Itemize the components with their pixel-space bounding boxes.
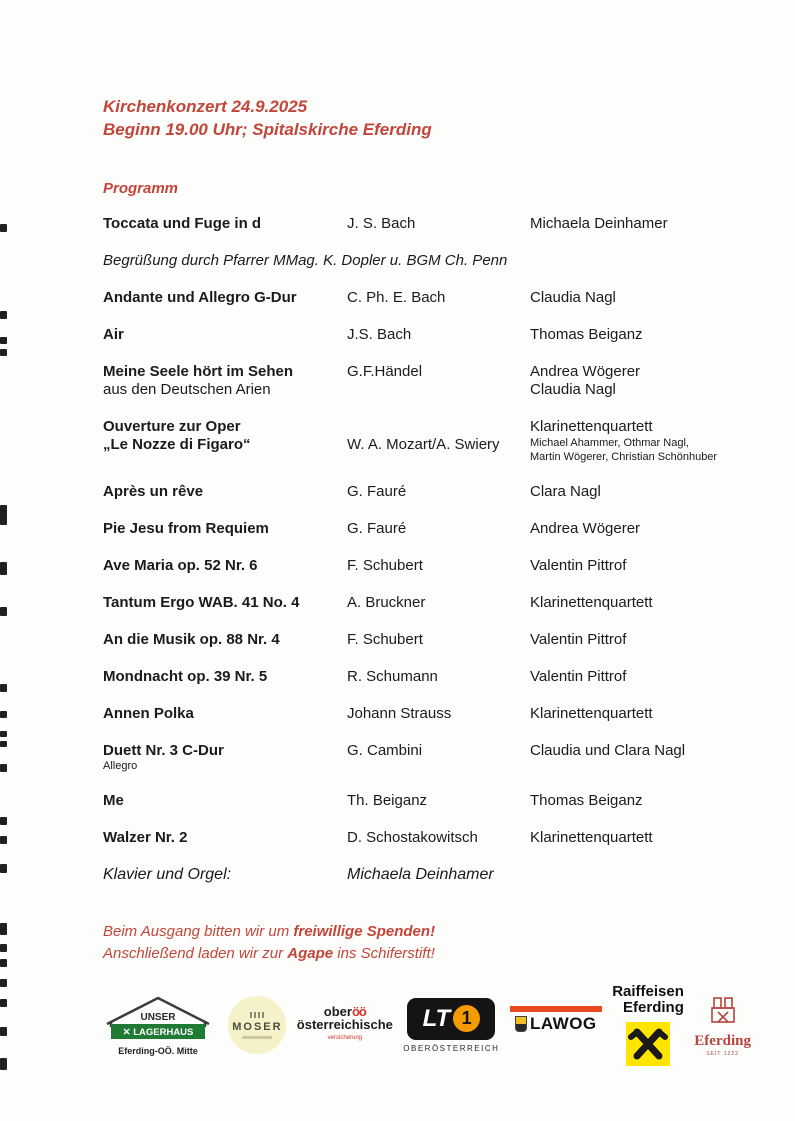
performer: Valentin Pittrof <box>530 557 627 574</box>
piece-title: Air <box>103 326 124 343</box>
program-row <box>103 483 747 501</box>
piece-title: Andante und Allegro G-Dur <box>103 289 297 306</box>
sponsor-logo-strip <box>98 985 751 1065</box>
program-row <box>103 326 747 344</box>
svg-text:✕ LAGERHAUS: ✕ LAGERHAUS <box>122 1027 194 1038</box>
eferding-caption: SEIT 1222 <box>706 1050 739 1057</box>
piece-title: Ouverture zur Oper <box>103 418 241 435</box>
greeting-note: Begrüßung durch Pfarrer MMag. K. Dopler u. BGM Ch. Penn <box>103 252 508 269</box>
performer: Klarinettenquartett <box>530 594 653 611</box>
program-list <box>103 215 747 847</box>
piece-title: Toccata und Fuge in d <box>103 215 262 232</box>
lagerhaus-house-icon <box>101 994 215 1044</box>
composer: Th. Beiganz <box>347 792 428 809</box>
program-row <box>103 520 747 538</box>
raiffeisen-line2: Eferding <box>623 999 684 1016</box>
piece-title: Annen Polka <box>103 705 194 722</box>
performer: Klarinettenquartett <box>530 705 653 722</box>
lawog-crest-icon <box>515 1016 527 1032</box>
edge-mark <box>0 864 7 873</box>
raiffeisen-gable-cross-icon <box>626 1022 670 1066</box>
edge-mark <box>0 959 7 967</box>
composer: F. Schubert <box>347 557 423 574</box>
eferding-wordmark <box>694 1033 751 1057</box>
piece-title: Duett Nr. 3 C-Dur <box>103 742 224 759</box>
lagerhaus-caption: Eferding-OÖ. Mitte <box>118 1046 198 1056</box>
programm-label: Programm <box>103 180 179 197</box>
moser-icon <box>250 1012 264 1018</box>
edge-mark <box>0 999 7 1007</box>
donation-note-text: Beim Ausgang bitten wir um <box>103 923 294 940</box>
composer: G. Fauré <box>347 483 407 500</box>
composer: J. S. Bach <box>347 215 416 232</box>
edge-mark <box>0 711 7 718</box>
program-row <box>103 418 747 464</box>
moser-tagline <box>242 1036 272 1039</box>
piece-title: Tantum Ergo WAB. 41 No. 4 <box>103 594 300 611</box>
eferding-name: Eferding <box>694 1032 751 1049</box>
closing-notes <box>103 921 747 965</box>
edge-mark <box>0 349 7 356</box>
performer: Klarinettenquartett <box>530 829 653 846</box>
program-row <box>103 289 747 307</box>
agape-note-bold: Agape <box>287 945 334 962</box>
piece-title: Walzer Nr. 2 <box>103 829 188 846</box>
ooe-word-ober: ober <box>323 1004 352 1019</box>
edge-mark <box>0 224 7 232</box>
composer: A. Bruckner <box>347 594 426 611</box>
edge-mark <box>0 836 7 844</box>
event-title-line2: Beginn 19.00 Uhr; Spitalskirche Eferding <box>103 120 432 139</box>
raiffeisen-wordmark <box>612 984 684 1016</box>
composer: G. Cambini <box>347 742 423 759</box>
lt1-one-icon: 1 <box>453 1005 480 1032</box>
performer: Michaela Deinhamer <box>530 215 668 232</box>
edge-mark <box>0 817 7 825</box>
piece-title: Me <box>103 792 124 809</box>
agape-note-text: Anschließend laden wir zur <box>103 945 288 962</box>
event-title-line1: Kirchenkonzert 24.9.2025 <box>103 97 308 116</box>
program-row <box>103 742 747 773</box>
moser-circle-badge <box>228 996 286 1054</box>
lawog-logo <box>510 1006 602 1044</box>
program-row <box>103 829 747 847</box>
composer: W. A. Mozart/A. Swiery <box>347 436 500 453</box>
performer: Claudia Nagl <box>530 381 616 398</box>
lt1-badge <box>407 998 495 1040</box>
piece-title-block <box>103 363 347 399</box>
credits-label: Klavier und Orgel: <box>103 866 232 883</box>
composer: F. Schubert <box>347 631 423 648</box>
credits-name: Michaela Deinhamer <box>347 866 494 883</box>
composer: G. Fauré <box>347 520 407 537</box>
piece-title: Ave Maria op. 52 Nr. 6 <box>103 557 258 574</box>
edge-mark <box>0 505 7 525</box>
agape-note <box>103 943 747 965</box>
program-row <box>103 363 747 399</box>
program-row <box>103 668 747 686</box>
edge-mark <box>0 731 7 737</box>
edge-mark <box>0 1058 7 1070</box>
raiffeisen-logo <box>612 984 684 1066</box>
svg-text:UNSER: UNSER <box>140 1012 176 1023</box>
lt1-logo <box>403 998 499 1053</box>
performer-block <box>530 418 747 464</box>
edge-mark <box>0 684 7 692</box>
program-row <box>103 792 747 810</box>
performer: Claudia Nagl <box>530 289 616 306</box>
program-row <box>103 705 747 723</box>
performer: Valentin Pittrof <box>530 631 627 648</box>
lagerhaus-logo <box>98 994 218 1056</box>
piece-title-block <box>103 418 347 464</box>
edge-mark <box>0 337 7 344</box>
performer: Thomas Beiganz <box>530 792 643 809</box>
program-row <box>103 557 747 575</box>
eferding-city-logo <box>694 994 751 1057</box>
piece-title: Pie Jesu from Requiem <box>103 520 269 537</box>
lt1-letters: LT <box>422 1004 451 1032</box>
performer: Thomas Beiganz <box>530 326 643 343</box>
edge-mark <box>0 607 7 616</box>
donation-note <box>103 921 747 943</box>
ensemble-members: Martin Wögerer, Christian Schönhuber <box>530 451 718 463</box>
composer: R. Schumann <box>347 668 438 685</box>
composer: J.S. Bach <box>347 326 412 343</box>
tempo-marking: Allegro <box>103 760 138 772</box>
agape-note-suffix: ins Schiferstift! <box>333 945 435 962</box>
program-row <box>103 631 747 649</box>
composer: C. Ph. E. Bach <box>347 289 446 306</box>
performer: Klarinettenquartett <box>530 418 653 435</box>
performer: Valentin Pittrof <box>530 668 627 685</box>
edge-mark <box>0 562 7 575</box>
edge-mark <box>0 923 7 935</box>
edge-mark <box>0 979 7 987</box>
program-row <box>103 215 747 233</box>
lawog-wordmark-row <box>515 1014 597 1034</box>
piece-title: Après un rêve <box>103 483 204 500</box>
moser-name: MOSER <box>232 1020 283 1033</box>
credits-row <box>103 866 747 884</box>
piece-title: An die Musik op. 88 Nr. 4 <box>103 631 280 648</box>
edge-mark <box>0 944 7 952</box>
lawog-top-bar <box>510 1006 602 1012</box>
performer: Claudia und Clara Nagl <box>530 742 686 759</box>
edge-mark <box>0 1027 7 1036</box>
edge-mark <box>0 311 7 319</box>
ooe-wordmark-line2: österreichische <box>296 1017 393 1032</box>
ooe-double-o-icon: öö <box>351 1004 366 1019</box>
raiffeisen-line1: Raiffeisen <box>612 983 684 1000</box>
ooe-wordmark-line3: versicherung <box>327 1035 363 1041</box>
event-title <box>103 95 747 141</box>
ensemble-members: Michael Ahammer, Othmar Nagl, <box>530 437 689 449</box>
composer: Johann Strauss <box>347 705 452 722</box>
piece-title: Mondnacht op. 39 Nr. 5 <box>103 668 268 685</box>
ooe-versicherung-logo <box>297 1005 393 1045</box>
performer-block <box>530 363 747 399</box>
donation-note-bold: freiwillige Spenden! <box>293 923 436 940</box>
edge-mark <box>0 764 7 772</box>
piece-title-line2: „Le Nozze di Figaro“ <box>103 436 251 453</box>
eferding-crest-icon <box>708 994 738 1028</box>
composer: D. Schostakowitsch <box>347 829 478 846</box>
lt1-caption: OBERÖSTERREICH <box>403 1043 500 1053</box>
lawog-name: LAWOG <box>529 1014 597 1033</box>
piece-title-block <box>103 742 347 773</box>
edge-mark <box>0 741 7 747</box>
piece-subtitle: aus den Deutschen Arien <box>103 381 271 398</box>
composer: G.F.Händel <box>347 363 423 380</box>
performer: Andrea Wögerer <box>530 363 641 380</box>
piece-title: Meine Seele hört im Sehen <box>103 363 294 380</box>
performer: Andrea Wögerer <box>530 520 641 537</box>
program-row <box>103 594 747 612</box>
moser-logo <box>228 996 286 1054</box>
performer: Clara Nagl <box>530 483 601 500</box>
